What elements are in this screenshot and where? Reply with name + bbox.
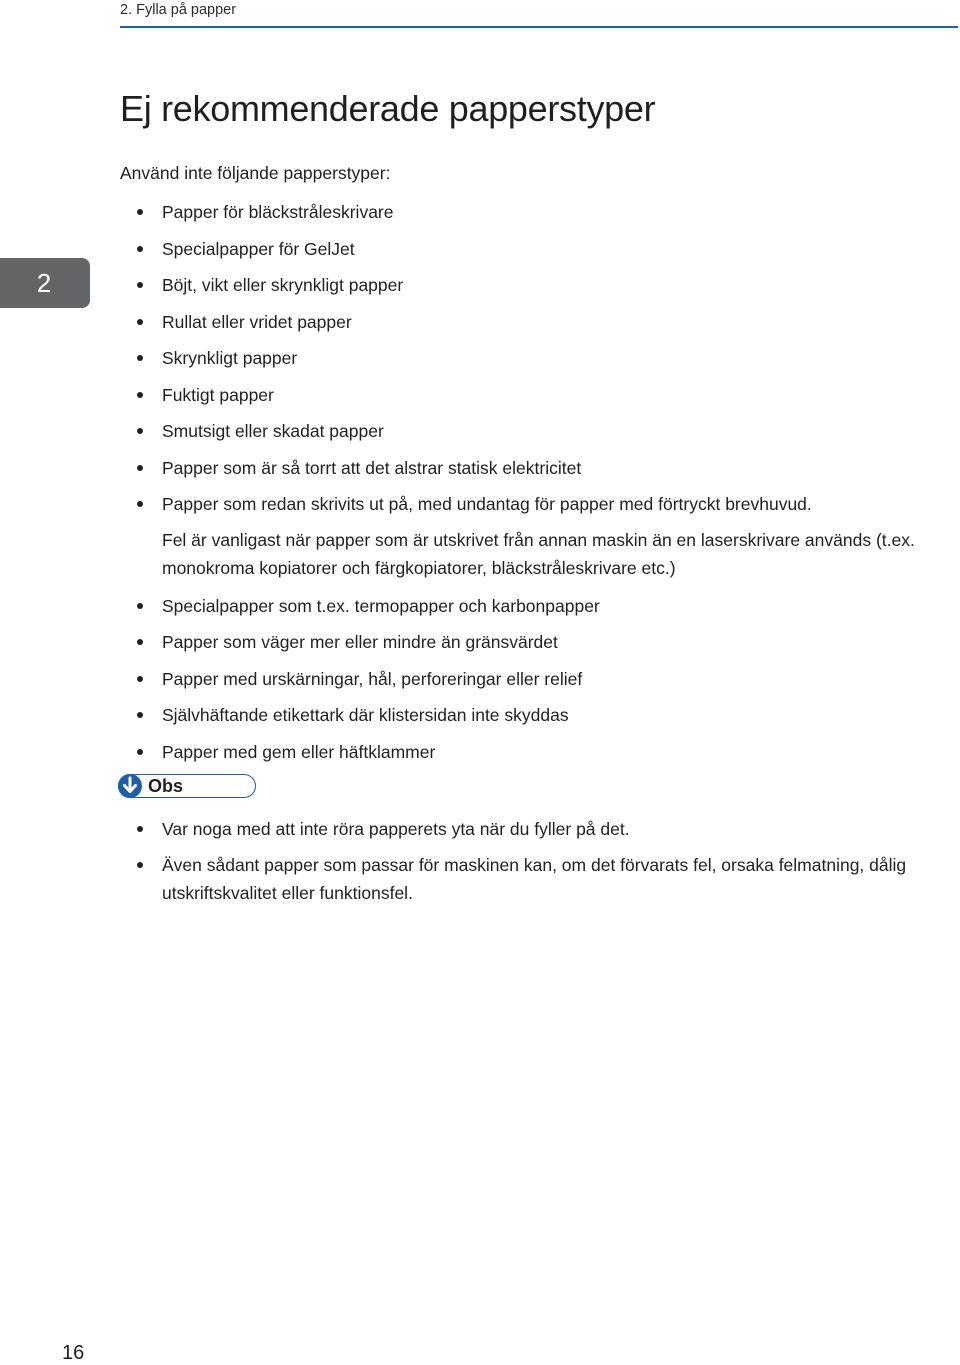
- note-item: Var noga med att inte röra papperets yta när du fyller på det.: [136, 815, 946, 843]
- page-title: Ej rekommenderade papperstyper: [120, 88, 656, 129]
- list-item: Papper med urskärningar, hål, perforeringar eller relief: [136, 666, 946, 692]
- bullet-icon: [137, 712, 143, 718]
- list-item: Smutsigt eller skadat papper: [136, 418, 946, 444]
- section-title: 2. Fylla på papper: [120, 2, 237, 18]
- note-item: Även sådant papper som passar för maskinen kan, om det förvarats fel, orsaka felmatning, dålig utskriftskvalitet eller funktionsfel.: [136, 851, 946, 907]
- header-rule: [120, 26, 958, 28]
- bullet-icon: [137, 639, 143, 645]
- list-item: Papper för bläckstråleskrivare: [136, 199, 946, 225]
- list-item: Papper som redan skrivits ut på, med undantag för papper med förtryckt brevhuvud. Fel är vanligast när papper som är utskrivet från annan maskin än en laserskrivare används (t.ex. monokroma kopiatorer och färgkopiatorer, bläckstråleskrivare etc.): [136, 491, 946, 582]
- bullet-icon: [137, 282, 143, 288]
- bullet-icon: [137, 501, 143, 507]
- intro-text: Använd inte följande papperstyper:: [120, 163, 391, 183]
- bullet-icon: [137, 355, 143, 361]
- list-item: Skrynkligt papper: [136, 345, 946, 371]
- list-item: Fuktigt papper: [136, 382, 946, 408]
- bullet-icon: [137, 603, 143, 609]
- bullet-icon: [137, 676, 143, 682]
- list-item: Papper som väger mer eller mindre än gränsvärdet: [136, 629, 946, 655]
- arrow-down-icon: [118, 774, 142, 798]
- bullet-icon: [137, 862, 143, 868]
- bullet-icon: [137, 428, 143, 434]
- chapter-tab: 2: [0, 258, 90, 308]
- bullet-icon: [137, 319, 143, 325]
- list-item: Specialpapper som t.ex. termopapper och karbonpapper: [136, 593, 946, 619]
- obs-label: Obs: [148, 776, 184, 796]
- list-item: Självhäftande etikettark där klistersidan inte skyddas: [136, 702, 946, 728]
- list-item-note: Fel är vanligast när papper som är utskrivet från annan maskin än en laserskrivare används (t.ex. monokroma kopiatorer och färgkopiatorer, bläckstråleskrivare etc.): [162, 530, 915, 578]
- list-item: Specialpapper för GelJet: [136, 236, 946, 262]
- bullet-icon: [137, 749, 143, 755]
- list-item: Böjt, vikt eller skrynkligt papper: [136, 272, 946, 298]
- paper-type-list: [136, 199, 946, 775]
- bullet-icon: [137, 209, 143, 215]
- list-item: Papper som är så torrt att det alstrar statisk elektricitet: [136, 455, 946, 481]
- list-item: Papper med gem eller häftklammer: [136, 739, 946, 765]
- obs-heading: [118, 774, 256, 798]
- bullet-icon: [137, 826, 143, 832]
- bullet-icon: [137, 246, 143, 252]
- obs-notes-list: [136, 815, 946, 915]
- bullet-icon: [137, 465, 143, 471]
- bullet-icon: [137, 392, 143, 398]
- running-header: [120, 0, 960, 30]
- list-item: Rullat eller vridet papper: [136, 309, 946, 335]
- page-number: 16: [62, 1342, 85, 1364]
